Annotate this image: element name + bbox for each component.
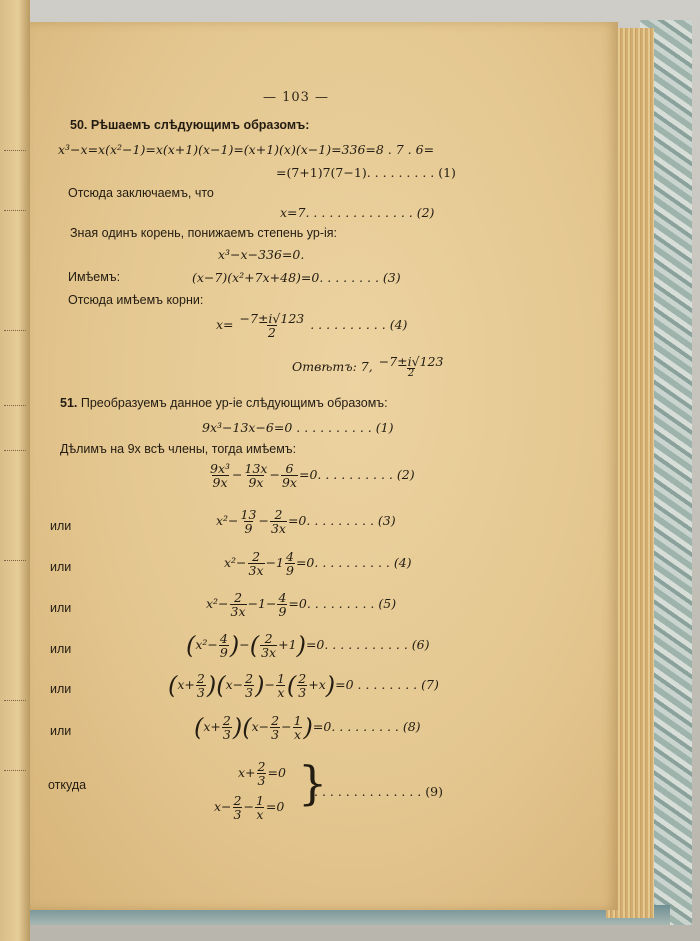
term: x²− — [206, 596, 229, 612]
or-label: или — [50, 601, 72, 615]
numerator: 13 — [240, 507, 257, 522]
equation-line: 9x³−13x−6=0 . . . . . . . . . . (1) — [202, 420, 394, 435]
denominator: 9x — [281, 475, 297, 491]
denominator: 2 — [267, 325, 276, 341]
answer-label: Отвѣтъ: — [292, 358, 357, 374]
numerator: 2 — [234, 590, 243, 605]
answer-value: 7, — [360, 358, 373, 374]
fraction: $\frac{1}{x}$ — [293, 713, 302, 743]
answer-line — [292, 355, 445, 380]
equation-line: x− $\frac{2}{3}$ − $\frac{1}{x}$ =0 — [214, 793, 285, 823]
fraction — [378, 355, 445, 380]
or-label: или — [50, 682, 72, 696]
fraction — [244, 462, 269, 489]
leader-dots: =0 . . . . . . . . (7) — [335, 677, 439, 693]
or-label: или — [50, 560, 72, 574]
page-number: — 103 — — [262, 90, 330, 105]
fraction: $\frac{4}{9}$ — [219, 631, 228, 661]
fraction — [285, 550, 295, 577]
fraction — [230, 591, 247, 618]
equation-line: x²− $\frac{13}{9}$ − $\frac{2}{3x}$ =0. . . . . . . . . (3) — [216, 507, 396, 537]
equation-line — [206, 591, 396, 618]
problem-number: 51. — [60, 396, 78, 410]
label: Имѣемъ: — [68, 270, 121, 284]
fraction: $\frac{2}{3x}$ — [261, 631, 277, 661]
problem-50-heading — [70, 118, 309, 132]
whence-label: откуда — [48, 778, 87, 792]
denominator: 9 — [278, 604, 287, 620]
numerator: 9x³ — [210, 461, 231, 476]
fraction: $\frac{1}{x}$ — [276, 671, 285, 701]
term: x²− — [224, 555, 247, 571]
equation-line: (x²− $\frac{4}{9}$ )−( $\frac{2}{3x}$ +1)=0. . . . . . . . . . . (6) — [186, 631, 430, 661]
leader-dots: =0. . . . . . . . . (8) — [312, 719, 421, 735]
or-label: или — [50, 724, 72, 738]
term: −1 — [265, 555, 284, 571]
fraction: $\frac{2}{3}$ — [245, 671, 254, 701]
book-page — [30, 22, 618, 910]
problem-heading-text: Рѣшаемъ слѣдующимъ образомъ: — [90, 118, 310, 132]
fraction — [209, 462, 231, 489]
denominator: 9 — [244, 521, 253, 537]
leader-dots: =0. . . . . . . . . . . (6) — [305, 637, 430, 653]
fraction — [277, 591, 287, 618]
fraction — [248, 550, 265, 577]
text-line: Отсюда имѣемъ корни: — [68, 293, 204, 307]
fraction: $\frac{2}{3}$ — [257, 759, 266, 789]
left-page-fragment — [0, 0, 30, 941]
term: −1− — [247, 596, 277, 612]
text-line: Зная одинъ корень, понижаемъ степень ур-iя: — [70, 226, 338, 240]
term: x²− — [216, 513, 239, 529]
leader-dots: . . . . . . . . . . . . . . (9) — [314, 784, 443, 799]
equation-line: =(7+1)7(7−1). . . . . . . . . (1) — [276, 165, 456, 180]
denominator: 9 — [286, 563, 294, 579]
lhs: x= — [216, 317, 234, 333]
right-brace: } — [298, 756, 328, 810]
fraction: $\frac{2}{3}$ — [233, 793, 242, 823]
problem-51-heading — [60, 396, 388, 410]
text-line: Отсюда заключаемъ, что — [68, 186, 214, 200]
numerator: −7±i√123 — [378, 354, 444, 369]
equation-line — [224, 550, 412, 577]
equation-line: x=7. . . . . . . . . . . . . . (2) — [280, 205, 435, 220]
fraction: $\frac{2}{3}$ — [271, 713, 280, 743]
fraction — [240, 508, 258, 535]
numerator: 4 — [278, 590, 287, 605]
fraction: $\frac{1}{x}$ — [255, 793, 264, 823]
or-label: или — [50, 642, 72, 656]
numerator: −7±i√123 — [239, 311, 305, 326]
leader-dots: =0. . . . . . . . . (5) — [288, 596, 397, 612]
problem-heading-text: Преобразуемъ данное ур-iе слѣдующимъ образомъ: — [80, 396, 388, 410]
fraction — [281, 462, 298, 489]
denominator: 3x — [248, 563, 264, 579]
numerator: 6 — [285, 461, 294, 476]
text-line: Дѣлимъ на 9x всѣ члены, тогда имѣемъ: — [60, 442, 297, 456]
denominator: 2 — [407, 368, 415, 380]
numerator: 4 — [286, 549, 294, 564]
equals-zero: =0 — [265, 799, 285, 815]
fraction: $\frac{2}{3}$ — [222, 713, 231, 743]
problem-number: 50. — [70, 118, 88, 132]
fraction: $\frac{2}{3}$ — [196, 671, 205, 701]
equation-line: x³−x=x(x²−1)=x(x+1)(x−1)=(x+1)(x)(x−1)=336=8 . 7 . 6= — [58, 142, 435, 157]
denominator: 9x — [248, 475, 264, 491]
fraction — [239, 312, 306, 339]
leader-dots: =0. . . . . . . . . (3) — [287, 513, 396, 529]
denominator: 9x — [212, 475, 228, 491]
equation-line: x³−x−336=0. — [218, 247, 305, 262]
leader-dots: . . . . . . . . . . (4) — [310, 317, 408, 333]
numerator: 2 — [274, 507, 283, 522]
leader-dots: =0. . . . . . . . . . (4) — [295, 555, 412, 571]
or-label: или — [50, 519, 72, 533]
denominator: 3x — [270, 521, 286, 537]
denominator: 3x — [230, 604, 246, 620]
fraction: $\frac{2}{3}$ — [298, 671, 307, 701]
equation-line — [216, 312, 407, 339]
equation-line: (x−7)(x²+7x+48)=0. . . . . . . . (3) — [192, 270, 401, 285]
leader-dots: =0. . . . . . . . . . (2) — [298, 467, 415, 483]
equation-line: x+ $\frac{2}{3}$ =0 — [238, 759, 286, 789]
numerator: 13x — [244, 461, 268, 476]
equation-line: (x+ $\frac{2}{3}$ )(x− $\frac{2}{3}$ )− $\frac{1}{x}$ ( $\frac{2}{3}$ +x)=0 . . . . . . . . (7) — [168, 671, 439, 701]
fraction — [270, 508, 287, 535]
equals-zero: =0 — [267, 765, 286, 781]
equation-line: (x+ $\frac{2}{3}$ )(x− $\frac{2}{3}$ − $\frac{1}{x}$ )=0. . . . . . . . . (8) — [194, 713, 421, 743]
equation-line: $\frac{\text{9x³}}{9x}$ − $\frac{13x}{9x}$ − $\frac{6}{9x}$ =0. . . . . . . . . . (2) — [210, 461, 415, 491]
numerator: 2 — [252, 549, 261, 564]
